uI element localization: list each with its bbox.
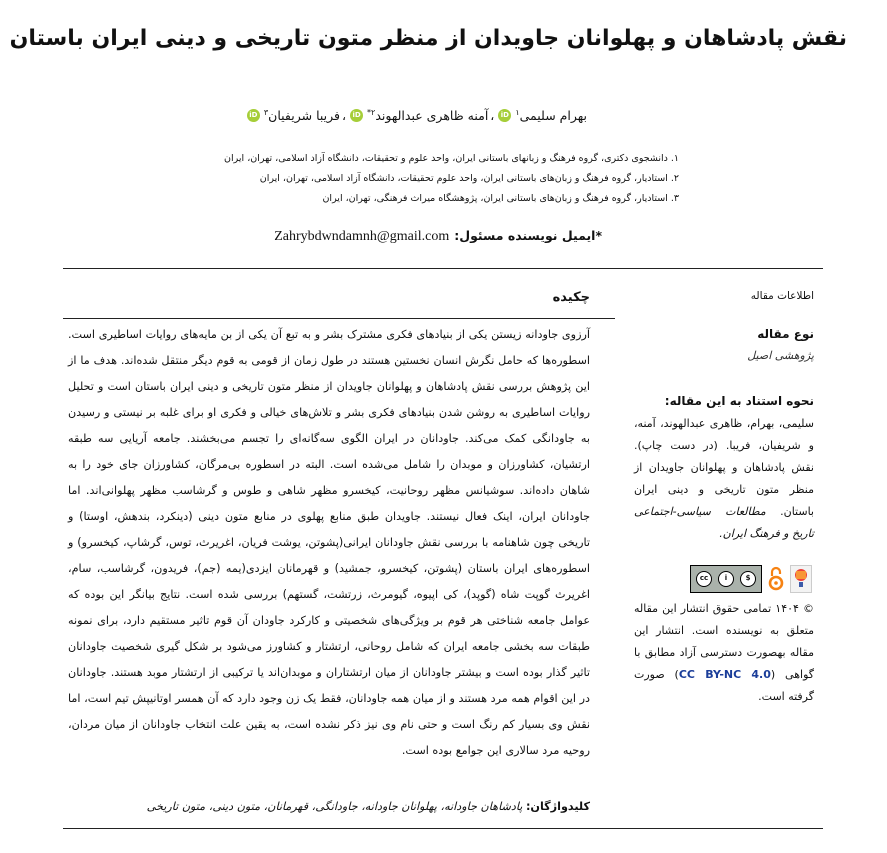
by-icon: i — [718, 571, 734, 587]
cc-license-badge[interactable] — [690, 565, 762, 593]
abstract-heading: چکیده — [552, 290, 590, 305]
paper-title: نقش پادشاهان و پهلوانان جاویدان از منظر متون تاریخی و دینی ایران باستان — [9, 26, 847, 51]
keywords-label: کلیدواژگان: — [525, 800, 590, 813]
nc-icon: $ — [740, 571, 756, 587]
author-1: بهرام سلیمی$^۱$ — [515, 108, 587, 124]
orcid-icon[interactable]: iD — [498, 109, 511, 122]
email-label: *ایمیل نویسنده مسئول: — [454, 228, 602, 243]
article-info-header: اطلاعات مقاله — [750, 290, 814, 302]
citation-text: سلیمی، بهرام، ظاهری عبدالهوند، آمنه، و شریفیان، فریبا. (در دست چاپ). نقش پادشاهان و پهلوانان جاویدان از منظر متون تاریخی و دینی ایران باستان. مطالعات سیاسی-اجتماعی تاریخ و فرهنگ ایران. — [634, 417, 814, 540]
email-address[interactable]: Zahrybdwndamnh@gmail.com — [274, 229, 450, 244]
corresponding-email — [274, 228, 602, 245]
crossmark-icon[interactable] — [790, 565, 812, 593]
orcid-icon[interactable]: iD — [247, 109, 260, 122]
citation-heading: نحوه استناد به این مقاله: — [664, 394, 814, 408]
cc-icon: cc — [696, 571, 712, 587]
affiliation-2: ۲. استادیار، گروه فرهنگ و زبان‌های باستانی ایران، واحد علوم تحقیقات، دانشگاه آزاد اسلامی، تهران، ایران — [259, 173, 679, 184]
affiliation-3: ۳. استادیار، گروه فرهنگ و زبان‌های باستانی ایران، پژوهشگاه میراث فرهنگی، تهران، ایران — [322, 193, 679, 204]
license-link[interactable]: CC BY-NC 4.0 — [678, 668, 771, 681]
author-2: آمنه ظاهری عبدالهوند$^{۲*}$ — [367, 108, 489, 124]
divider — [63, 268, 823, 269]
divider — [63, 318, 615, 319]
abstract-body: آرزوی جاودانه زیستن یکی از بنیادهای فکری مشترک بشر و به تبع آن یکی از بن مایه‌های روایات اساطیری است. اسطوره‌ها که حامل نگرش انسان نخستین هستند در طول زمان از قومی به قوم دیگر منتقل شده‌اند. هدف ما از این پژوهش بررسی نقش پادشاهان و پهلوانان جاویدان از منظر متون تاریخی و دینی ایران باستان است و تحلیل روایات اساطیری به روشن شدن بنیادهای فکری بشر و تلاش‌های خیالی و فکری او برای غلبه بر نیستی و رسیدن به جاودانگی کمک می‌کند. جاودانان در ایران الگوی سه‌گانه‌ای را تجسم می‌بخشند. جامعه آریایی سه طبقه ارتشیان، کشاورزان و موبدان را شامل می‌شده است. البته در اسطوره بی‌مرگان، کشاورزان جای خود را به شاهان داده‌اند. سوشیانس مظهر روحانیت، کیخسرو مظهر شاهی و طوس و گرشاسب مظهر پهلوانی‌اند. اما جاودانان ایران، اینک فعال نیستند. جاویدان طبق منابع پهلوی در منابع متون دینی (دینکرد، بندهش، اوستا) و تاریخی چون شاهنامه با بررسی نقش جاودانان ایرانی(پشوتن، یوشت فریان، اغریرث، توس، گرشاپ، کیخسرو) و اسطوره‌های ایران باستان (پشوتن، کیخسرو، جمشید) و قهرمانان ایزدی(یمه (جم)، فریدون، گرشاسب، سام، اغریرث گوپت شاه (گوپد)، کی اپیوه، گیومرث، زرتشت، گستهم) بررسی شده است. نتایج بیانگر این بوده که عوامل جامعه شناختی هر قوم بر ویژگی‌های شخصیتی و کارکرد جاودان آن قوم تاثیر مستقیم دارد، برای نمونه طبقات سه بخشی جامعه ایران که شامل روحانی، ارتشتار و کشاورز می‌شود بر شکل گیری شخصیت جاودانان تاثیر گذار بوده است و بیشتر جاودانان از میان ارتشتاران و موبدان‌اند یا ترکیبی از ارتشتار موبد هستند. جاودانان در این اقوام همه مرد هستند و از میان همه جاودانان، فقط یک زن وجود دارد که آن همسر اوتانیپش تیم است، اما نقش وی بسیار کم رنگ است و حتی نام وی نیز ذکر نشده است، به یقین علت انتخاب جاودانان از میان مردان، روحیه مرد سالاری این جوامع بوده است. — [68, 328, 590, 757]
author-3: فریبا شریفیان$^۳$ — [263, 108, 340, 124]
article-type-heading: نوع مقاله — [757, 327, 814, 341]
open-access-icon — [768, 566, 784, 592]
keywords — [68, 800, 590, 813]
orcid-icon[interactable]: iD — [350, 109, 363, 122]
keywords-value: پادشاهان جاودانه، پهلوانان جاودانه، جاودانگی، قهرمانان، متون دینی، متون تاریخی — [146, 800, 523, 813]
affiliation-1: ۱. دانشجوی دکتری، گروه فرهنگ و زبانهای باستانی ایران، واحد علوم و تحقیقات، دانشگاه آزاد اسلامی، تهران، ایران — [224, 153, 679, 164]
article-type-value: پژوهشی اصیل — [747, 349, 814, 362]
author-line: بهرام سلیمی$^۱$ iD ، آمنه ظاهری عبدالهوند$^{۲*}$ iD ، فریبا شریفیان$^۳$ iD — [245, 108, 587, 123]
divider — [63, 828, 823, 829]
license-badges — [690, 565, 812, 593]
copyright-notice: © ۱۴۰۴ تمامی حقوق انتشار این مقاله متعلق به نویسنده است. انتشار این مقاله بهصورت دسترسی آزاد مطابق با گواهی (CC BY-NC 4.0) صورت گرفته است. — [634, 602, 815, 703]
